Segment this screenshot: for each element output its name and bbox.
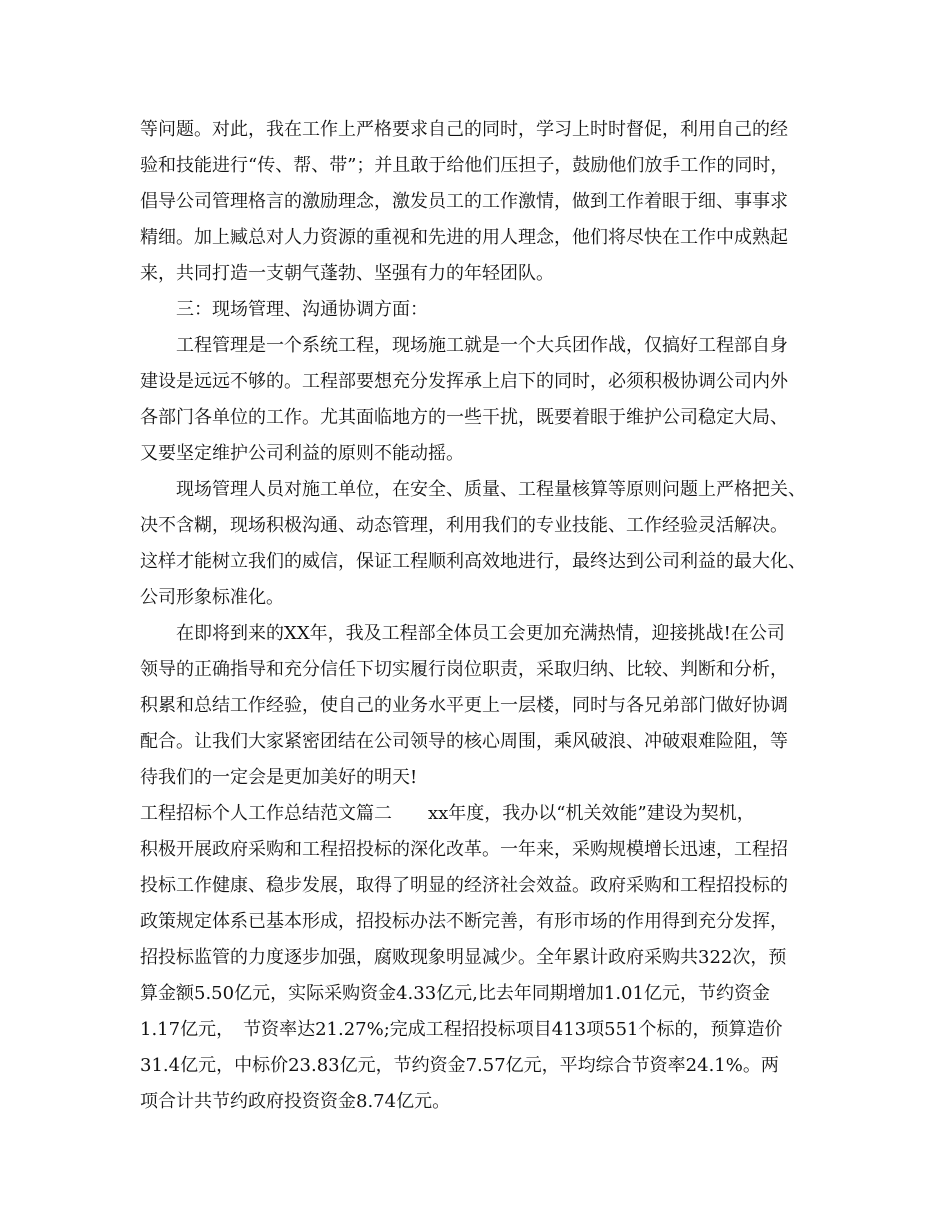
paragraph-line: 算金额5.50亿元，实际采购资金4.33亿元,比去年同期增加1.01亿元，节约资金	[140, 983, 770, 1004]
paragraph-line: 倡导公司管理格言的激励理念，激发员工的工作激情，做到工作着眼于细、事事求	[140, 191, 788, 212]
paragraph-line: 积累和总结工作经验，使自己的业务水平更上一层楼，同时与各兄弟部门做好协调	[140, 695, 788, 716]
paragraph-line: 工程管理是一个系统工程，现场施工就是一个大兵团作战，仅搞好工程部自身	[176, 335, 788, 356]
article-title-line: 工程招标个人工作总结范文篇二 xx年度，我办以“机关效能”建设为契机，	[140, 803, 755, 824]
paragraph-line: 公司形象标准化。	[140, 587, 284, 608]
paragraph-line: 招投标监管的力度逐步加强，腐败现象明显减少。全年累计政府采购共322次，预	[140, 947, 787, 968]
paragraph-line: 政策规定体系已基本形成，招投标办法不断完善，有形市场的作用得到充分发挥，	[140, 911, 788, 932]
paragraph-line: 1.17亿元， 节资率达21.27%;完成工程招投标项目413项551个标的，预算造价	[140, 1019, 783, 1040]
paragraph-line: 待我们的一定会是更加美好的明天!	[140, 767, 418, 788]
paragraph-line: 各部门各单位的工作。尤其面临地方的一些干扰，既要着眼于维护公司稳定大局、	[140, 407, 788, 428]
paragraph-line: 这样才能树立我们的威信，保证工程顺利高效地进行，最终达到公司利益的最大化、	[140, 551, 806, 572]
paragraph-line: 31.4亿元，中标价23.83亿元，节约资金7.57亿元，平均综合节资率24.1%。两	[140, 1055, 779, 1076]
paragraph-line: 又要坚定维护公司利益的原则不能动摇。	[140, 443, 464, 464]
paragraph-line: 等问题。对此，我在工作上严格要求自己的同时，学习上时时督促，利用自己的经	[140, 119, 788, 140]
paragraph-line: 领导的正确指导和充分信任下切实履行岗位职责，采取归纳、比较、判断和分析，	[140, 659, 788, 680]
paragraph-line: 配合。让我们大家紧密团结在公司领导的核心周围，乘风破浪、冲破艰难险阻，等	[140, 731, 788, 752]
paragraph-line: 现场管理人员对施工单位，在安全、质量、工程量核算等原则问题上严格把关、	[176, 479, 806, 500]
paragraph-line: 投标工作健康、稳步发展，取得了明显的经济社会效益。政府采购和工程招投标的	[140, 875, 788, 896]
paragraph-line: 项合计共节约政府投资资金8.74亿元。	[140, 1091, 451, 1112]
paragraph-line: 决不含糊，现场积极沟通、动态管理，利用我们的专业技能、工作经验灵活解决。	[140, 515, 788, 536]
paragraph-line: 来，共同打造一支朝气蓬勃、坚强有力的年轻团队。	[140, 263, 554, 284]
paragraph-line: 建设是远远不够的。工程部要想充分发挥承上启下的同时，必须积极协调公司内外	[140, 371, 788, 392]
paragraph-line: 精细。加上臧总对人力资源的重视和先进的用人理念，他们将尽快在工作中成熟起	[140, 227, 788, 248]
paragraph-line: 验和技能进行“传、帮、带”；并且敢于给他们压担子，鼓励他们放手工作的同时，	[140, 155, 789, 176]
section-heading: 三：现场管理、沟通协调方面：	[176, 299, 428, 320]
paragraph-line: 积极开展政府采购和工程招投标的深化改革。一年来，采购规模增长迅速，工程招	[140, 839, 788, 860]
paragraph-line: 在即将到来的XX年，我及工程部全体员工会更加充满热情，迎接挑战!在公司	[176, 623, 785, 644]
